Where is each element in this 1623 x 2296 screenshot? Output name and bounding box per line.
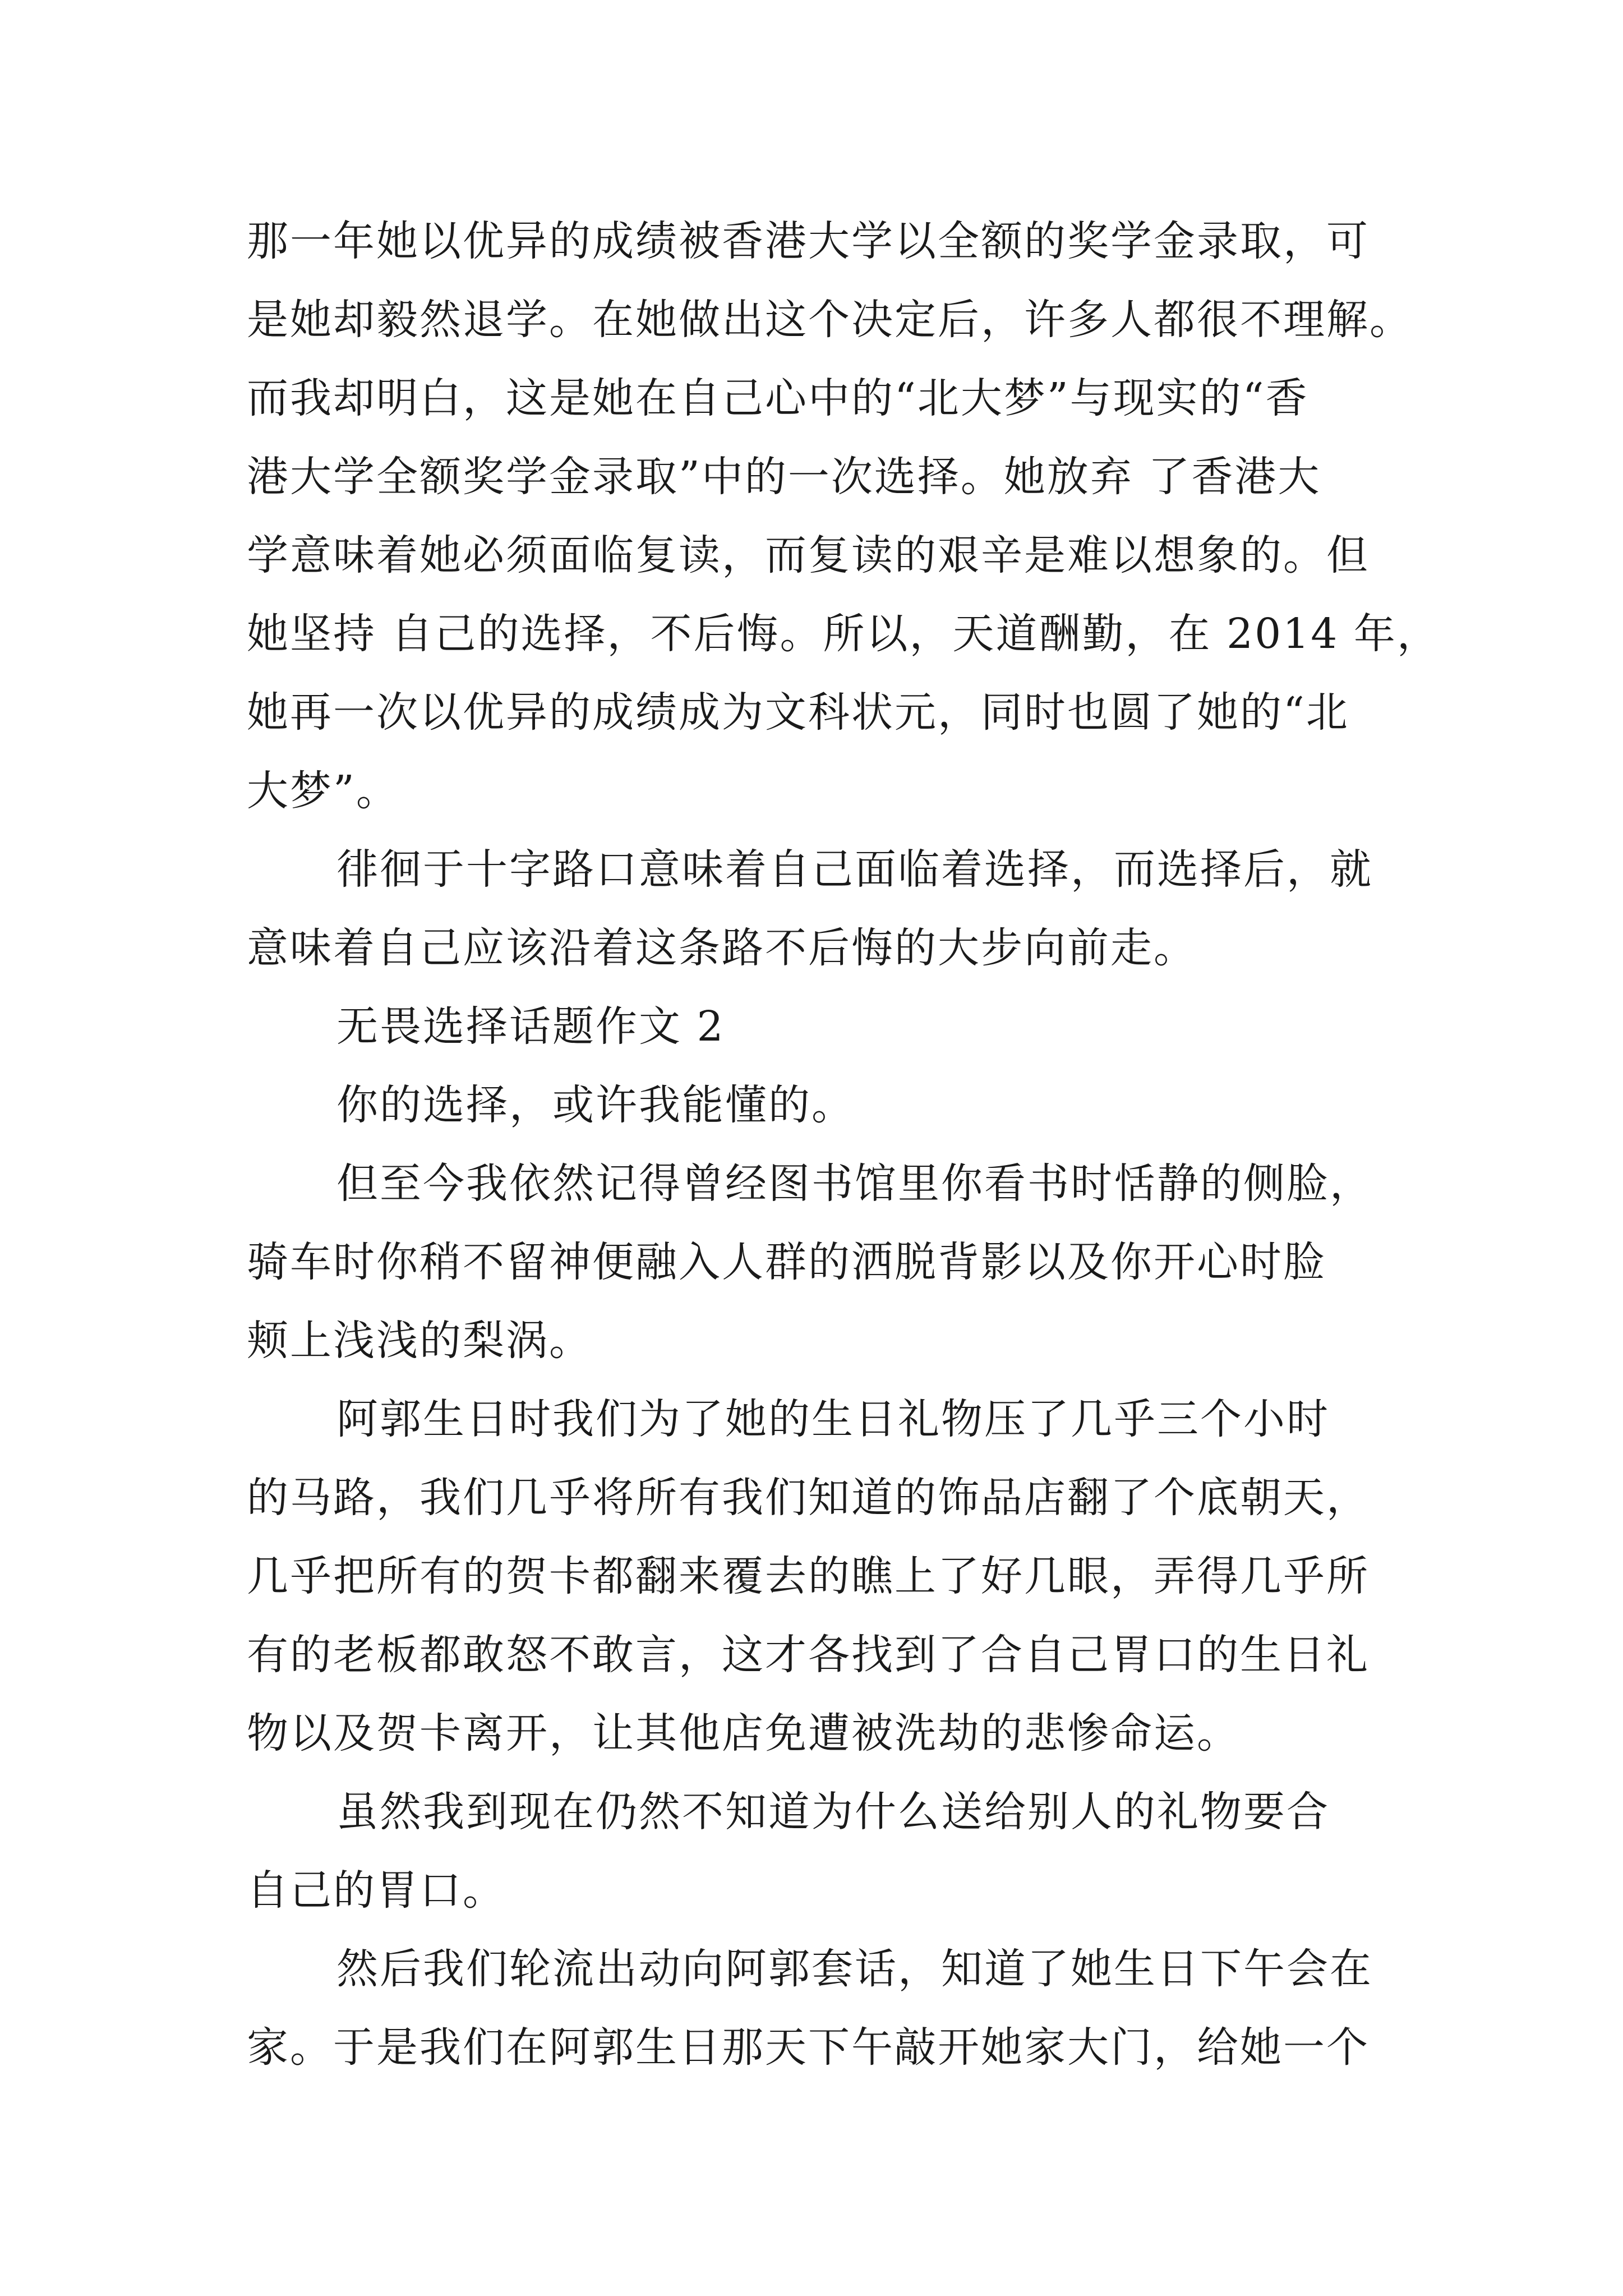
text-line: 港大学全额奖学金录取”中的一次选择。她放弃 了香港大	[247, 453, 1321, 501]
document-body	[247, 202, 1440, 2087]
text-line: 她再一次以优异的成绩成为文科状元，同时也圆了她的“北	[247, 688, 1349, 737]
text-line: 大梦”。	[247, 767, 399, 815]
text-line: 意味着自己应该沿着这条路不后悔的大步向前走。	[247, 924, 1197, 972]
text-line: 而我却明白，这是她在自己心中的“北大梦”与现实的“香	[247, 374, 1309, 422]
paragraph-first-line: 阿郭生日时我们为了她的生日礼物压了几乎三个小时	[336, 1395, 1330, 1443]
text-line: 是她却毅然退学。在她做出这个决定后，许多人都很不理解。	[247, 296, 1413, 344]
text-line: 骑车时你稍不留神便融入人群的洒脱背影以及你开心时脸	[247, 1238, 1326, 1286]
paragraph-first-line: 然后我们轮流出动向阿郭套话，知道了她生日下午会在	[336, 1945, 1373, 1993]
text-line: 她坚持 自己的选择，不后悔。所以，天道酬勤，在 2014 年，	[247, 610, 1440, 658]
text-line: 学意味着她必须面临复读，而复读的艰辛是难以想象的。但	[247, 531, 1370, 579]
text-line: 家。于是我们在阿郭生日那天下午敲开她家大门，给她一个	[247, 2023, 1370, 2072]
paragraph-first-line: 虽然我到现在仍然不知道为什么送给别人的礼物要合	[336, 1788, 1330, 1836]
paragraph-first-line: 但至今我依然记得曾经图书馆里你看书时恬静的侧脸，	[336, 1159, 1373, 1208]
text-line: 颊上浅浅的梨涡。	[247, 1317, 592, 1365]
text-line: 物以及贺卡离开，让其他店免遭被洗劫的悲惨命运。	[247, 1709, 1240, 1757]
text-line: 有的老板都敢怒不敢言，这才各找到了合自己胃口的生日礼	[247, 1631, 1370, 1679]
text-line: 几乎把所有的贺卡都翻来覆去的瞧上了好几眼，弄得几乎所	[247, 1552, 1370, 1600]
paragraph-first-line: 你的选择，或许我能懂的。	[336, 1081, 855, 1129]
text-line: 那一年她以优异的成绩被香港大学以全额的奖学金录取，可	[247, 217, 1370, 265]
section-heading: 无畏选择话题作文 2	[336, 1002, 725, 1051]
paragraph-first-line: 徘徊于十字路口意味着自己面临着选择，而选择后，就	[336, 845, 1373, 894]
text-line: 的马路，我们几乎将所有我们知道的饰品店翻了个底朝天，	[247, 1474, 1370, 1522]
text-line: 自己的胃口。	[247, 1866, 506, 1915]
